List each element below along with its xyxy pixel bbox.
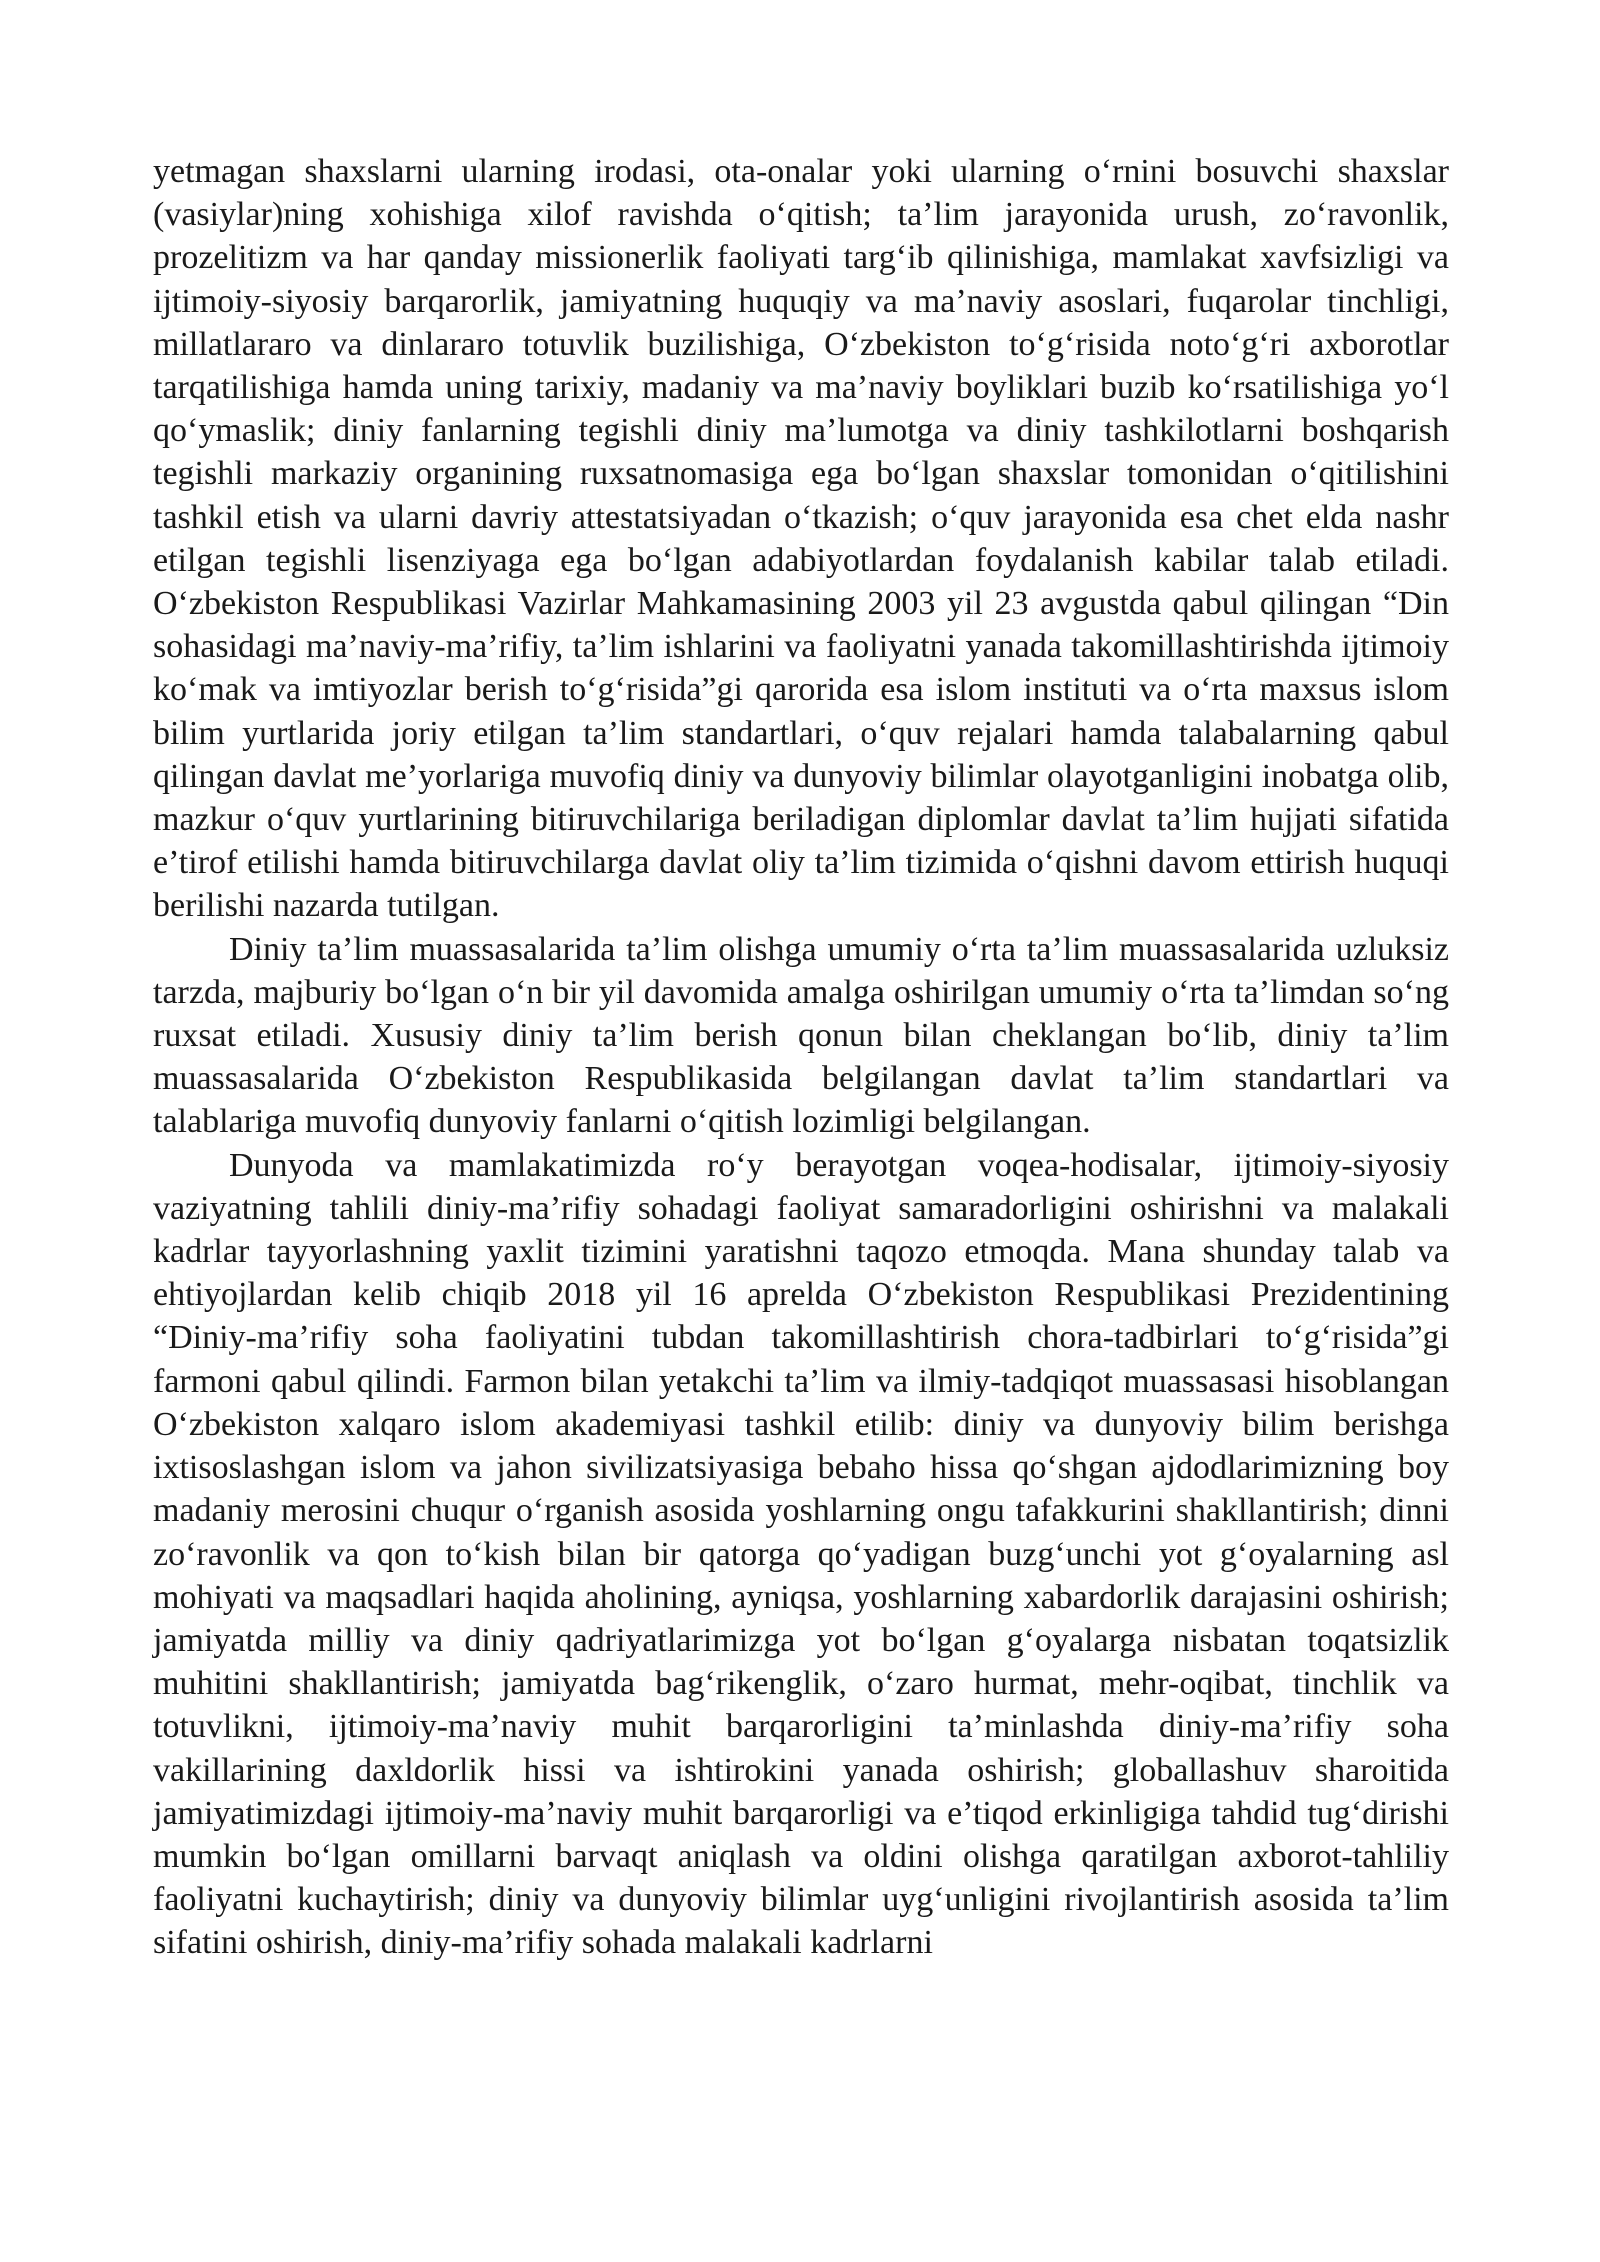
body-text [153, 150, 1449, 1965]
paragraph-continued: yetmagan shaxslarni ularning irodasi, ota-onalar yoki ularning o‘rnini bosuvchi shaxslar (vasiylar)ning xohishiga xilof ravishda o‘qitish; ta’lim jarayonida urush, zo‘ravonlik, prozelitizm va har qanday missionerlik faoliyati targ‘ib qilinishiga, mamlakat xavfsizligi va ijtimoiy-siyosiy barqarorlik, jamiyatning huquqiy va ma’naviy asoslari, fuqarolar tinchligi, millatlararo va dinlararo totuvlik buzilishiga, O‘zbekiston to‘g‘risida noto‘g‘ri axborotlar tarqatilishiga hamda uning tarixiy, madaniy va ma’naviy boyliklari buzib ko‘rsatilishiga yo‘l qo‘ymaslik; diniy fanlarning tegishli diniy ma’lumotga va diniy tashkilotlarni boshqarish tegishli markaziy organining ruxsatnomasiga ega bo‘lgan shaxslar tomonidan o‘qitilishini tashkil etish va ularni davriy attestatsiyadan o‘tkazish; o‘quv jarayonida esa chet elda nashr etilgan tegishli lisenziyaga ega bo‘lgan adabiyotlardan foydalanish kabilar talab etiladi. O‘zbekiston Respublikasi Vazirlar Mahkamasining 2003 yil 23 avgustda qabul qilingan “Din sohasidagi ma’naviy-ma’rifiy, ta’lim ishlarini va faoliyatni yanada takomillashtirishda ijtimoiy ko‘mak va imtiyozlar berish to‘g‘risida”gi qarorida esa islom instituti va o‘rta maxsus islom bilim yurtlarida joriy etilgan ta’lim standartlari, o‘quv rejalari hamda talabalarning qabul qilingan davlat me’yorlariga muvofiq diniy va dunyoviy bilimlar olayotganligini inobatga olib, mazkur o‘quv yurtlarining bitiruvchilariga beriladigan diplomlar davlat ta’lim hujjati sifatida e’tirof etilishi hamda bitiruvchilarga davlat oliy ta’lim tizimida o‘qishni davom ettirish huquqi berilishi nazarda tutilgan. [153, 153, 1449, 925]
paragraph-religious-education: Diniy ta’lim muassasalarida ta’lim olishga umumiy o‘rta ta’lim muassasalarida uzluksiz tarzda, majburiy bo‘lgan o‘n bir yil davomida amalga oshirilgan umumiy o‘rta ta’limdan so‘ng ruxsat etiladi. Xususiy diniy ta’lim berish qonun bilan cheklangan bo‘lib, diniy ta’lim muassasalarida O‘zbekiston Respublikasida belgilangan davlat ta’lim standartlari va talablariga muvofiq dunyoviy fanlarni o‘qitish lozimligi belgilangan. [153, 930, 1449, 1141]
paragraph-decree: Dunyoda va mamlakatimizda ro‘y berayotgan voqea-hodisalar, ijtimoiy-siyosiy vaziyatning tahlili diniy-ma’rifiy sohadagi faoliyat samaradorligini oshirishni va malakali kadrlar tayyorlashning yaxlit tizimini yaratishni taqozo etmoqda. Mana shunday talab va ehtiyojlardan kelib chiqib 2018 yil 16 aprelda O‘zbekiston Respublikasi Prezidentining “Diniy-ma’rifiy soha faoliyatini tubdan takomillashtirish chora-tadbirlari to‘g‘risida”gi farmoni qabul qilindi. Farmon bilan yetakchi ta’lim va ilmiy-tadqiqot muassasasi hisoblangan O‘zbekiston xalqaro islom akademiyasi tashkil etilib: diniy va dunyoviy bilim berishga ixtisoslashgan islom va jahon sivilizatsiyasiga bebaho hissa qo‘shgan ajdodlarimizning boy madaniy merosini chuqur o‘rganish asosida yoshlarning ongu tafakkurini shakllantirish; dinni zo‘ravonlik va qon to‘kish bilan bir qatorga qo‘yadigan buzg‘unchi yot g‘oyalarning asl mohiyati va maqsadlari haqida aholining, ayniqsa, yoshlarning xabardorlik darajasini oshirish; jamiyatda milliy va diniy qadriyatlarimizga yot bo‘lgan g‘oyalarga nisbatan toqatsizlik muhitini shakllantirish; jamiyatda bag‘rikenglik, o‘zaro hurmat, mehr-oqibat, tinchlik va totuvlikni, ijtimoiy-ma’naviy muhit barqarorligini ta’minlashda diniy-ma’rifiy soha vakillarining daxldorlik hissi va ishtirokini yanada oshirish; globallashuv sharoitida jamiyatimizdagi ijtimoiy-ma’naviy muhit barqarorligi va e’tiqod erkinligiga tahdid tug‘dirishi mumkin bo‘lgan omillarni barvaqt aniqlash va oldini olishga qaratilgan axborot-tahliliy faoliyatni kuchaytirish; diniy va dunyoviy bilimlar uyg‘unligini rivojlantirish asosida ta’lim sifatini oshirish, diniy-ma’rifiy sohada malakali kadrlarni [153, 1146, 1449, 1962]
